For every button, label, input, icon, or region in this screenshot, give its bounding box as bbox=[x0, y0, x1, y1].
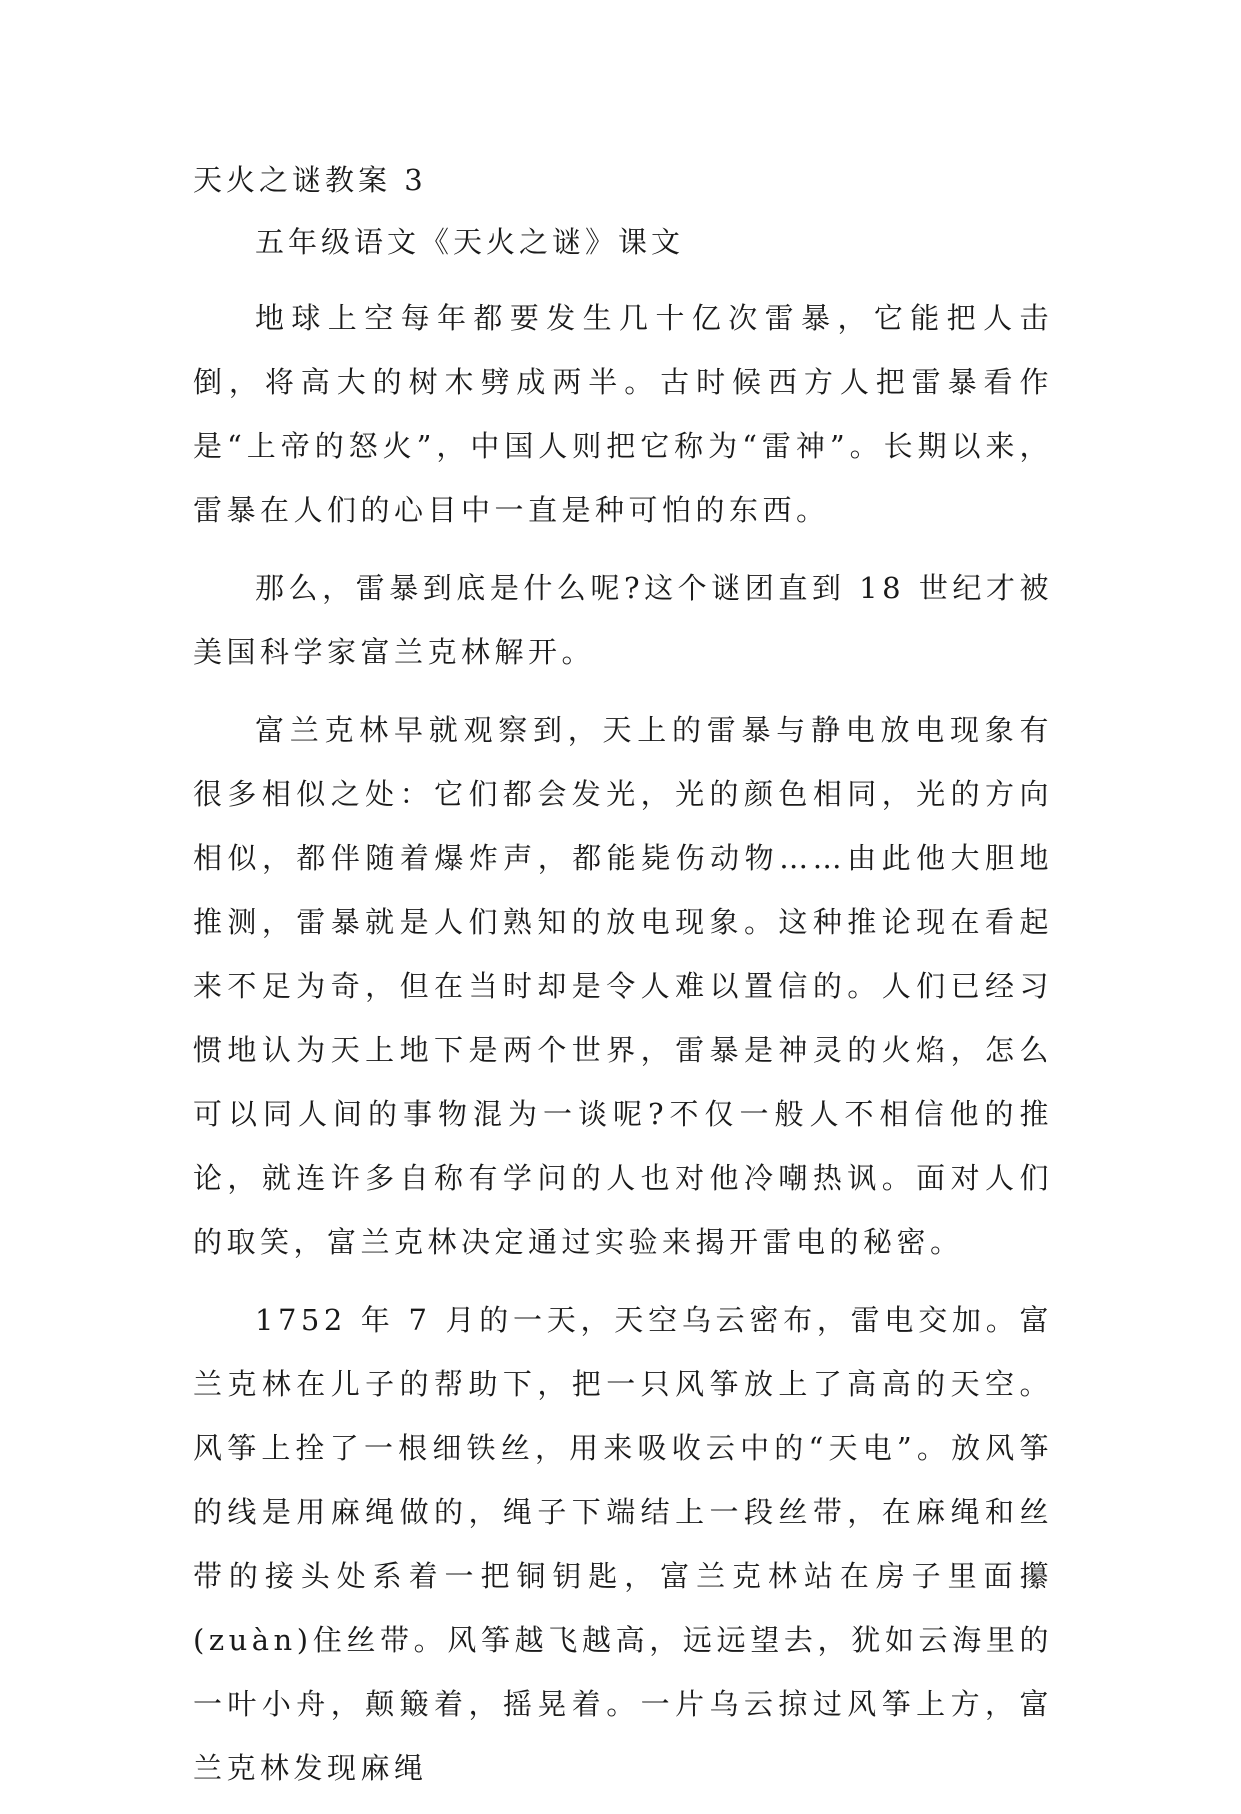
paragraph-3: 富兰克林早就观察到，天上的雷暴与静电放电现象有很多相似之处：它们都会发光，光的颜色相同，光的方向相似，都伴随着爆炸声，都能毙伤动物……由此他大胆地推测，雷暴就是人们熟知的放电现象。这种推论现在看起来不足为奇，但在当时却是令人难以置信的。人们已经习惯地认为天上地下是两个世界，雷暴是神灵的火焰，怎么可以同人间的事物混为一谈呢?不仅一般人不相信他的推论，就连许多自称有学问的人也对他冷嘲热讽。面对人们的取笑，富兰克林决定通过实验来揭开雷电的秘密。 bbox=[193, 713, 1053, 1259]
document-title: 天火之谜教案 3 bbox=[193, 163, 427, 197]
document-subtitle: 五年级语文《天火之谜》课文 bbox=[255, 225, 685, 259]
paragraph-2: 那么，雷暴到底是什么呢?这个谜团直到 18 世纪才被美国科学家富兰克林解开。 bbox=[193, 571, 1053, 669]
paragraph-1: 地球上空每年都要发生几十亿次雷暴，它能把人击倒，将高大的树木劈成两半。古时候西方人把雷暴看作是“上帝的怒火”，中国人则把它称为“雷神”。长期以来，雷暴在人们的心目中一直是种可怕的东西。 bbox=[193, 301, 1053, 527]
paragraph-4: 1752 年 7 月的一天，天空乌云密布，雷电交加。富兰克林在儿子的帮助下，把一只风筝放上了高高的天空。风筝上拴了一根细铁丝，用来吸收云中的“天电”。放风筝的线是用麻绳做的，绳子下端结上一段丝带，在麻绳和丝带的接头处系着一把铜钥匙，富兰克林站在房子里面攥(zuàn)住丝带。风筝越飞越高，远远望去，犹如云海里的一叶小舟，颠簸着，摇晃着。一片乌云掠过风筝上方，富兰克林发现麻绳 bbox=[193, 1303, 1053, 1785]
document-page bbox=[193, 158, 1053, 1814]
